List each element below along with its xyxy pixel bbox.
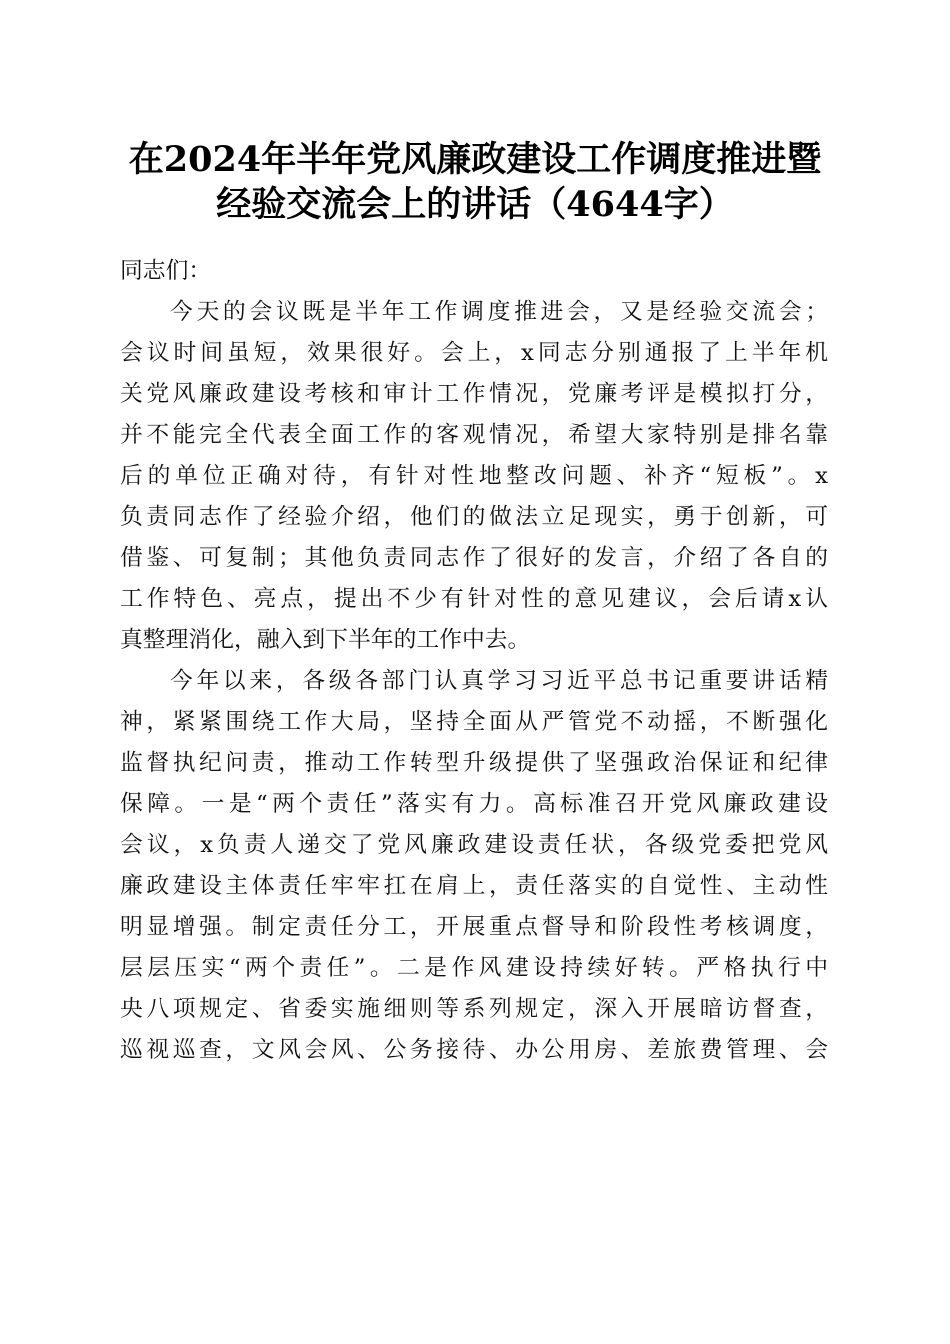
paragraph-line: 神，紧紧围绕工作大局，坚持全面从严管党不动摇，不断强化 <box>120 709 828 735</box>
paragraph-line: 保障。一是“两个责任”落实有力。高标准召开党风廉政建设 <box>120 791 828 817</box>
paragraph-line: 借鉴、可复制；其他负责同志作了很好的发言，介绍了各自的 <box>120 545 828 571</box>
paragraph-line: 层层压实“两个责任”。二是作风建设持续好转。严格执行中 <box>120 955 828 981</box>
paragraph-line: 后的单位正确对待，有针对性地整改问题、补齐“短板”。x <box>120 463 828 489</box>
paragraph-line: 真整理消化，融入到下半年的工作中去。 <box>120 627 531 653</box>
paragraph-line: 关党风廉政建设考核和审计工作情况，党廉考评是模拟打分， <box>120 381 828 407</box>
document-body <box>120 251 828 1071</box>
paragraph-line: 会议时间虽短，效果很好。会上，x同志分别通报了上半年机 <box>120 340 828 366</box>
paragraph-line: 巡视巡查，文风会风、公务接待、办公用房、差旅费管理、会 <box>120 1037 828 1063</box>
paragraph-line: 监督执纪问责，推动工作转型升级提供了坚强政治保证和纪律 <box>120 750 828 776</box>
paragraph-line: 会议，x负责人递交了党风廉政建设责任状，各级党委把党风 <box>120 832 828 858</box>
title-line: 在2024年半年党风廉政建设工作调度推进暨 <box>128 139 822 180</box>
paragraph-line: 廉政建设主体责任牢牢扛在肩上，责任落实的自觉性、主动性 <box>120 873 828 899</box>
paragraph-line: 央八项规定、省委实施细则等系列规定，深入开展暗访督查， <box>120 996 828 1022</box>
paragraph <box>120 661 828 1071</box>
paragraph-line: 今天的会议既是半年工作调度推进会，又是经验交流会； <box>170 299 828 325</box>
paragraph-line: 工作特色、亮点，提出不少有针对性的意见建议，会后请x认 <box>120 586 828 612</box>
paragraph-line: 负责同志作了经验介绍，他们的做法立足现实，勇于创新，可 <box>120 504 828 530</box>
paragraph-line: 明显增强。制定责任分工，开展重点督导和阶段性考核调度， <box>120 914 828 940</box>
document-title <box>0 137 950 227</box>
paragraph-line: 并不能完全代表全面工作的客观情况，希望大家特别是排名靠 <box>120 422 828 448</box>
title-line: 经验交流会上的讲话（4644字） <box>216 184 734 225</box>
salutation: 同志们： <box>120 258 212 284</box>
paragraph-line: 今年以来，各级各部门认真学习习近平总书记重要讲话精 <box>170 668 828 694</box>
paragraph <box>120 292 828 661</box>
